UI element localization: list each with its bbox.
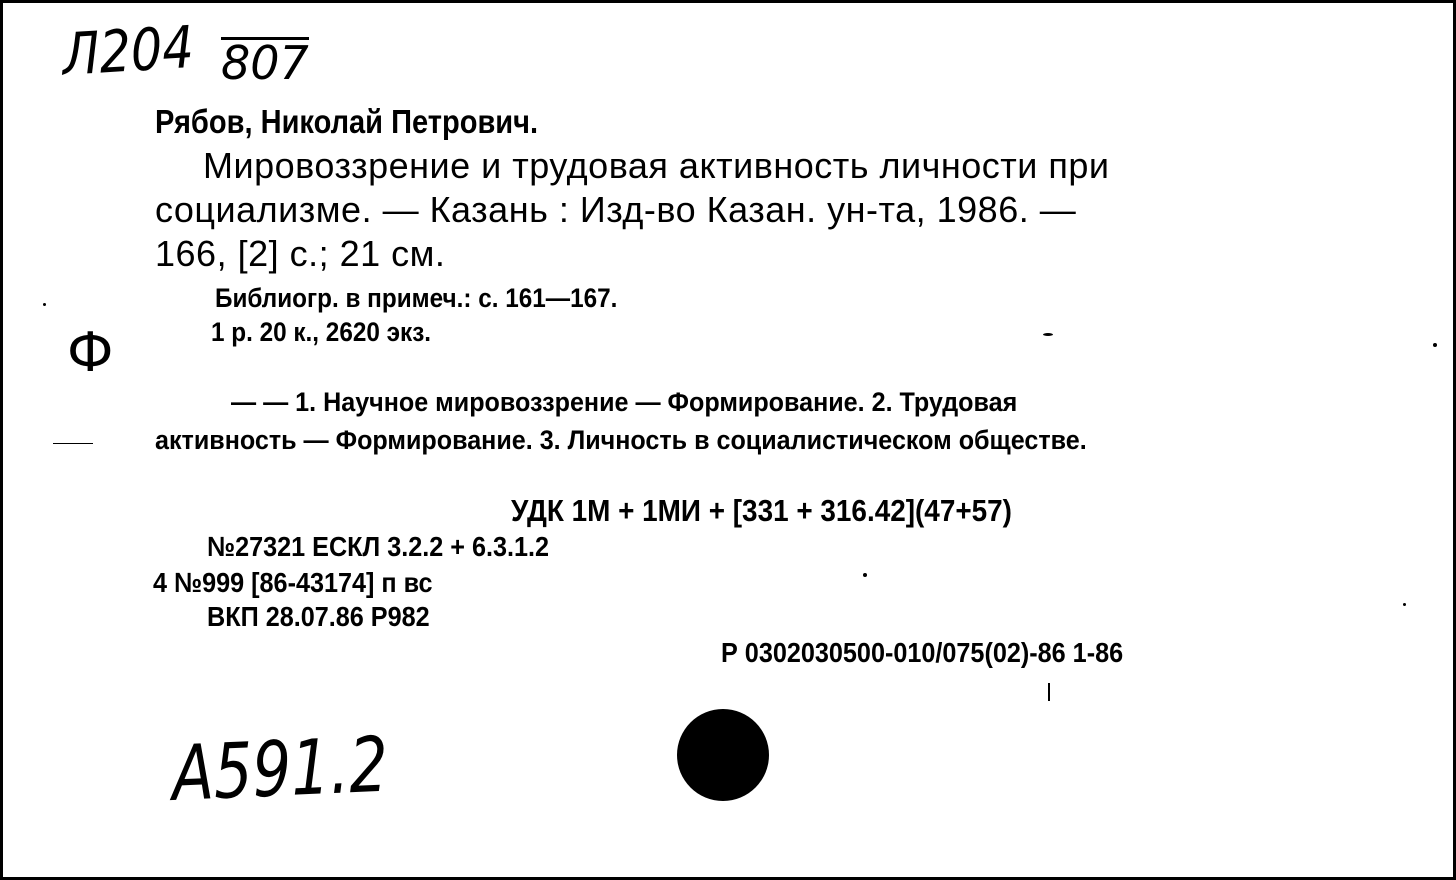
title-line-3: 166, [2] с.; 21 см. xyxy=(155,233,446,274)
subject-line-2: активность — Формирование. 3. Личность в социалистическом обществе. xyxy=(155,425,1087,455)
scan-speck xyxy=(53,443,93,444)
scan-speck xyxy=(1403,603,1406,606)
shelf-mark: Л204 xyxy=(61,12,196,89)
udk-code: УДК 1М + 1МИ + [331 + 316.42](47+57) xyxy=(511,493,1012,528)
publisher-code: Р 0302030500-010/075(02)-86 1-86 xyxy=(721,637,1124,668)
scan-speck xyxy=(1043,333,1053,336)
author-heading: Рябов, Николай Петрович. xyxy=(155,103,539,140)
scan-speck xyxy=(1048,683,1050,701)
code-line-2: 4 №999 [86-43174] п вс xyxy=(153,567,433,598)
inventory-number: А591.2 xyxy=(171,719,390,818)
price-note: 1 р. 20 к., 2620 экз. xyxy=(211,317,432,347)
shelf-mark-sub: 807 xyxy=(221,36,309,90)
title-line-1: Мировоззрение и трудовая активность личности при xyxy=(203,145,1110,186)
scan-speck xyxy=(863,573,867,577)
scan-speck xyxy=(43,303,46,306)
title-line-2: социализме. — Казань : Изд-во Казан. ун-та, 1986. — xyxy=(155,189,1077,230)
fund-mark: Ф xyxy=(67,321,114,384)
scan-speck xyxy=(1433,343,1437,347)
subject-line-1: — — 1. Научное мировоззрение — Формирование. 2. Трудовая xyxy=(231,387,1018,417)
punch-hole xyxy=(677,709,769,801)
bibliography-note: Библиогр. в примеч.: с. 161—167. xyxy=(215,283,618,313)
code-line-3: ВКП 28.07.86 Р982 xyxy=(207,601,430,632)
code-line-1: №27321 ЕСКЛ 3.2.2 + 6.3.1.2 xyxy=(207,531,550,562)
